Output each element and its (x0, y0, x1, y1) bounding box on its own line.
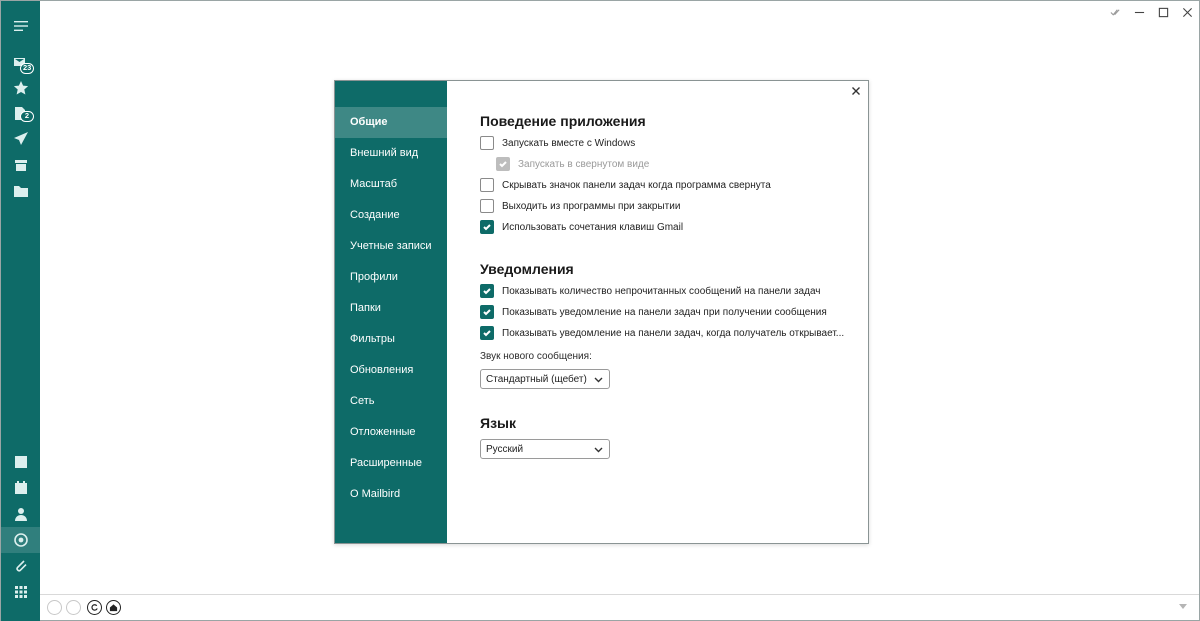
nav-filters[interactable]: Фильтры (350, 333, 395, 345)
nav-folders[interactable]: Папки (350, 302, 381, 314)
option-label: Запускать вместе с Windows (502, 137, 636, 149)
option-label: Показывать количество непрочитанных сообщений на панели задач (502, 285, 821, 297)
sent-button[interactable] (1, 126, 40, 152)
checkbox[interactable] (496, 157, 510, 171)
option-start-minimized[interactable] (496, 156, 649, 172)
contacts-button[interactable] (1, 501, 40, 527)
archive-icon (13, 157, 29, 173)
minimize-button[interactable] (1127, 1, 1151, 23)
check-icon (482, 222, 492, 232)
back-button[interactable] (47, 600, 62, 615)
nav-accounts[interactable]: Учетные записи (350, 240, 432, 252)
language-value: Русский (486, 443, 524, 455)
option-read-receipt-notify[interactable] (480, 325, 844, 341)
checkbox[interactable] (480, 136, 494, 150)
close-icon (1182, 7, 1193, 18)
hamburger-icon (13, 18, 29, 34)
option-label: Использовать сочетания клавиш Gmail (502, 221, 684, 233)
checkbox[interactable] (480, 199, 494, 213)
option-unread-count[interactable] (480, 283, 821, 299)
apps-button[interactable] (1, 579, 40, 605)
sound-select[interactable] (480, 369, 610, 389)
option-new-message-notify[interactable] (480, 304, 827, 320)
folder-add-icon (13, 183, 29, 199)
language-select[interactable] (480, 439, 610, 459)
notifications-title: Уведомления (480, 261, 574, 277)
checkbox[interactable] (480, 284, 494, 298)
home-icon (109, 603, 118, 612)
checkbox[interactable] (480, 220, 494, 234)
inbox-button[interactable] (1, 49, 40, 75)
notes-icon (13, 454, 29, 470)
nav-general[interactable]: Общие (335, 107, 447, 138)
nav-profiles[interactable]: Профили (350, 271, 398, 283)
sound-value: Стандартный (щебет) (486, 373, 587, 385)
folders-button[interactable] (1, 178, 40, 204)
openai-icon (13, 532, 29, 548)
chevron-down-icon (594, 375, 603, 384)
option-start-with-windows[interactable] (480, 135, 635, 151)
nav-snoozed[interactable]: Отложенные (350, 426, 416, 438)
check-icon (482, 328, 492, 338)
settings-content (480, 81, 868, 543)
archive-button[interactable] (1, 152, 40, 178)
paperclip-icon (13, 558, 29, 574)
nav-updates[interactable]: Обновления (350, 364, 414, 376)
chevron-down-icon[interactable] (1179, 604, 1187, 609)
option-exit-on-close[interactable] (480, 198, 680, 214)
sound-label: Звук нового сообщения: (480, 351, 592, 362)
forward-button[interactable] (66, 600, 81, 615)
nav-advanced[interactable]: Расширенные (350, 457, 422, 469)
check-icon (482, 286, 492, 296)
option-label: Выходить из программы при закрытии (502, 200, 681, 212)
calendar-button[interactable] (1, 475, 40, 501)
language-title: Язык (480, 415, 516, 431)
nav-compose[interactable]: Создание (350, 209, 400, 221)
checkbox[interactable] (480, 305, 494, 319)
close-window-button[interactable] (1175, 1, 1199, 23)
star-icon (13, 80, 29, 96)
home-button[interactable] (106, 600, 121, 615)
maximize-icon (1158, 7, 1169, 18)
chevron-down-icon (594, 445, 603, 454)
option-label: Показывать уведомление на панели задач при получении сообщения (502, 306, 827, 318)
notes-button[interactable] (1, 449, 40, 475)
window-controls (1103, 1, 1199, 23)
starred-button[interactable] (1, 75, 40, 101)
drafts-badge: 2 (20, 111, 34, 122)
refresh-button[interactable] (87, 600, 102, 615)
menu-button[interactable] (1, 13, 40, 39)
inbox-badge: 23 (20, 63, 34, 74)
grid-icon (13, 584, 29, 600)
nav-scale[interactable]: Масштаб (350, 178, 398, 190)
nav-network[interactable]: Сеть (350, 395, 375, 407)
double-check-icon (1110, 7, 1121, 18)
person-icon (13, 506, 29, 522)
checkbox[interactable] (480, 326, 494, 340)
checkbox[interactable] (480, 178, 494, 192)
option-label: Скрывать значок панели задач когда программа свернута (502, 179, 771, 191)
option-label: Запускать в свернутом виде (518, 158, 650, 170)
behavior-title: Поведение приложения (480, 113, 646, 129)
check-icon (498, 159, 508, 169)
send-icon (13, 131, 29, 147)
left-rail (1, 1, 40, 621)
chatgpt-button[interactable] (1, 527, 40, 553)
nav-appearance[interactable]: Внешний вид (350, 147, 419, 159)
option-gmail-shortcuts[interactable] (480, 219, 683, 235)
settings-nav (335, 81, 447, 543)
maximize-button[interactable] (1151, 1, 1175, 23)
settings-dialog (334, 80, 869, 544)
mark-read-button[interactable] (1103, 1, 1127, 23)
attachments-button[interactable] (1, 553, 40, 579)
refresh-icon (90, 603, 99, 612)
option-hide-taskbar-icon[interactable] (480, 177, 771, 193)
check-icon (482, 307, 492, 317)
nav-about[interactable]: О Mailbird (350, 488, 401, 500)
calendar-icon (13, 480, 29, 496)
drafts-button[interactable] (1, 101, 40, 127)
minimize-icon (1134, 7, 1145, 18)
bottom-bar (40, 594, 1199, 620)
option-label: Показывать уведомление на панели задач, когда получатель открывает... (502, 327, 845, 339)
